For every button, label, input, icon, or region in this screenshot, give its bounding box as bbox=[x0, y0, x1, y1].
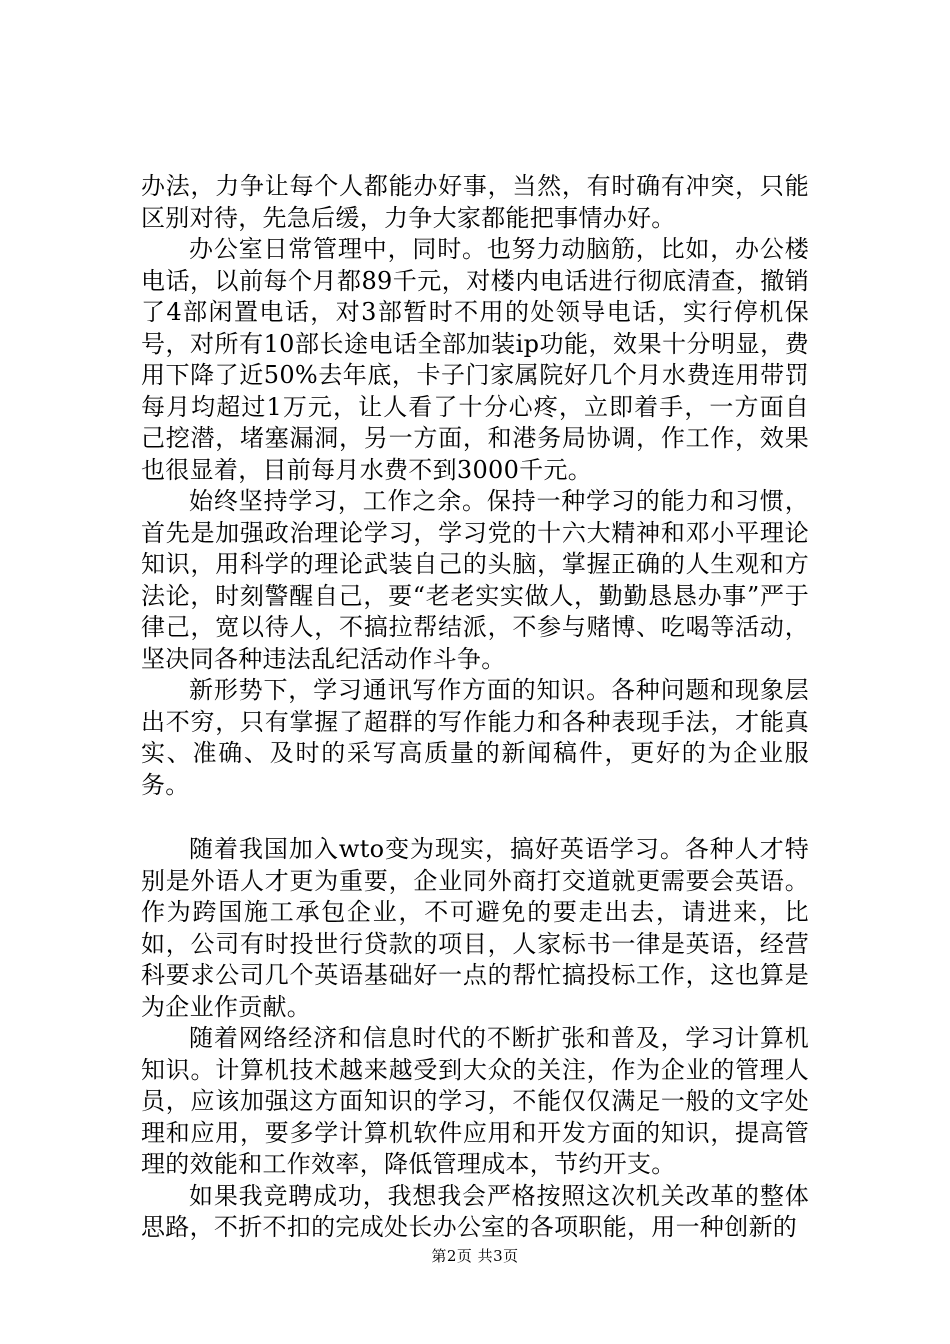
paragraph-5: 随着我国加入wto变为现实，搞好英语学习。各种人才特别是外语人才更为重要，企业同外商打交道就更需要会英语。作为跨国施工承包企业，不可避免的要走出去，请进来，比如，公司有时投世行贷款的项目，人家标书一律是英语，经营科要求公司几个英语基础好一点的帮忙搞投标工作，这也算是为企业作贡献。 bbox=[141, 835, 809, 1021]
paragraph-6: 随着网络经济和信息时代的不断扩张和普及，学习计算机知识。计算机技术越来越受到大众的关注，作为企业的管理人员，应该加强这方面知识的学习，不能仅仅满足一般的文字处理和应用，要多学计算机软件应用和开发方面的知识，提高管理的效能和工作效率，降低管理成本，节约开支。 bbox=[141, 1024, 809, 1178]
paragraph-2: 办公室日常管理中，同时。也努力动脑筋，比如，办公楼电话，以前每个月都89千元，对楼内电话进行彻底清查，撤销了4部闲置电话，对3部暂时不用的处领导电话，实行停机保号，对所有10部长途电话全部加装ip功能，效果十分明显，费用下降了近50%去年底，卡子门家属院好几个月水费连用带罚每月均超过1万元，让人看了十分心疼，立即着手，一方面自己挖潜，堵塞漏洞，另一方面，和港务局协调，作工作，效果也很显着，目前每月水费不到3000千元。 bbox=[141, 235, 809, 484]
paragraph-1: 办法，力争让每个人都能办好事，当然，有时确有冲突，只能区别对待，先急后缓，力争大家都能把事情办好。 bbox=[141, 172, 809, 232]
page-number-label: 第2页 共3页 bbox=[431, 1247, 519, 1265]
page-footer bbox=[0, 1245, 950, 1266]
paragraph-7: 如果我竞聘成功，我想我会严格按照这次机关改革的整体思路，不折不扣的完成处长办公室的各项职能，用一种创新的 bbox=[141, 1181, 809, 1241]
paragraph-4: 新形势下，学习通讯写作方面的知识。各种问题和现象层出不穷，只有掌握了超群的写作能力和各种表现手法，才能真实、准确、及时的采写高质量的新闻稿件，更好的为企业服务。 bbox=[141, 676, 809, 799]
document-body bbox=[141, 171, 809, 1244]
paragraph-3: 始终坚持学习，工作之余。保持一种学习的能力和习惯，首先是加强政治理论学习，学习党的十六大精神和邓小平理论知识，用科学的理论武装自己的头脑，掌握正确的人生观和方法论，时刻警醒自己，要“老老实实做人，勤勤恳恳办事”严于律己，宽以待人，不搞拉帮结派，不参与赌博、吃喝等活动，坚决同各种违法乱纪活动作斗争。 bbox=[141, 487, 809, 673]
